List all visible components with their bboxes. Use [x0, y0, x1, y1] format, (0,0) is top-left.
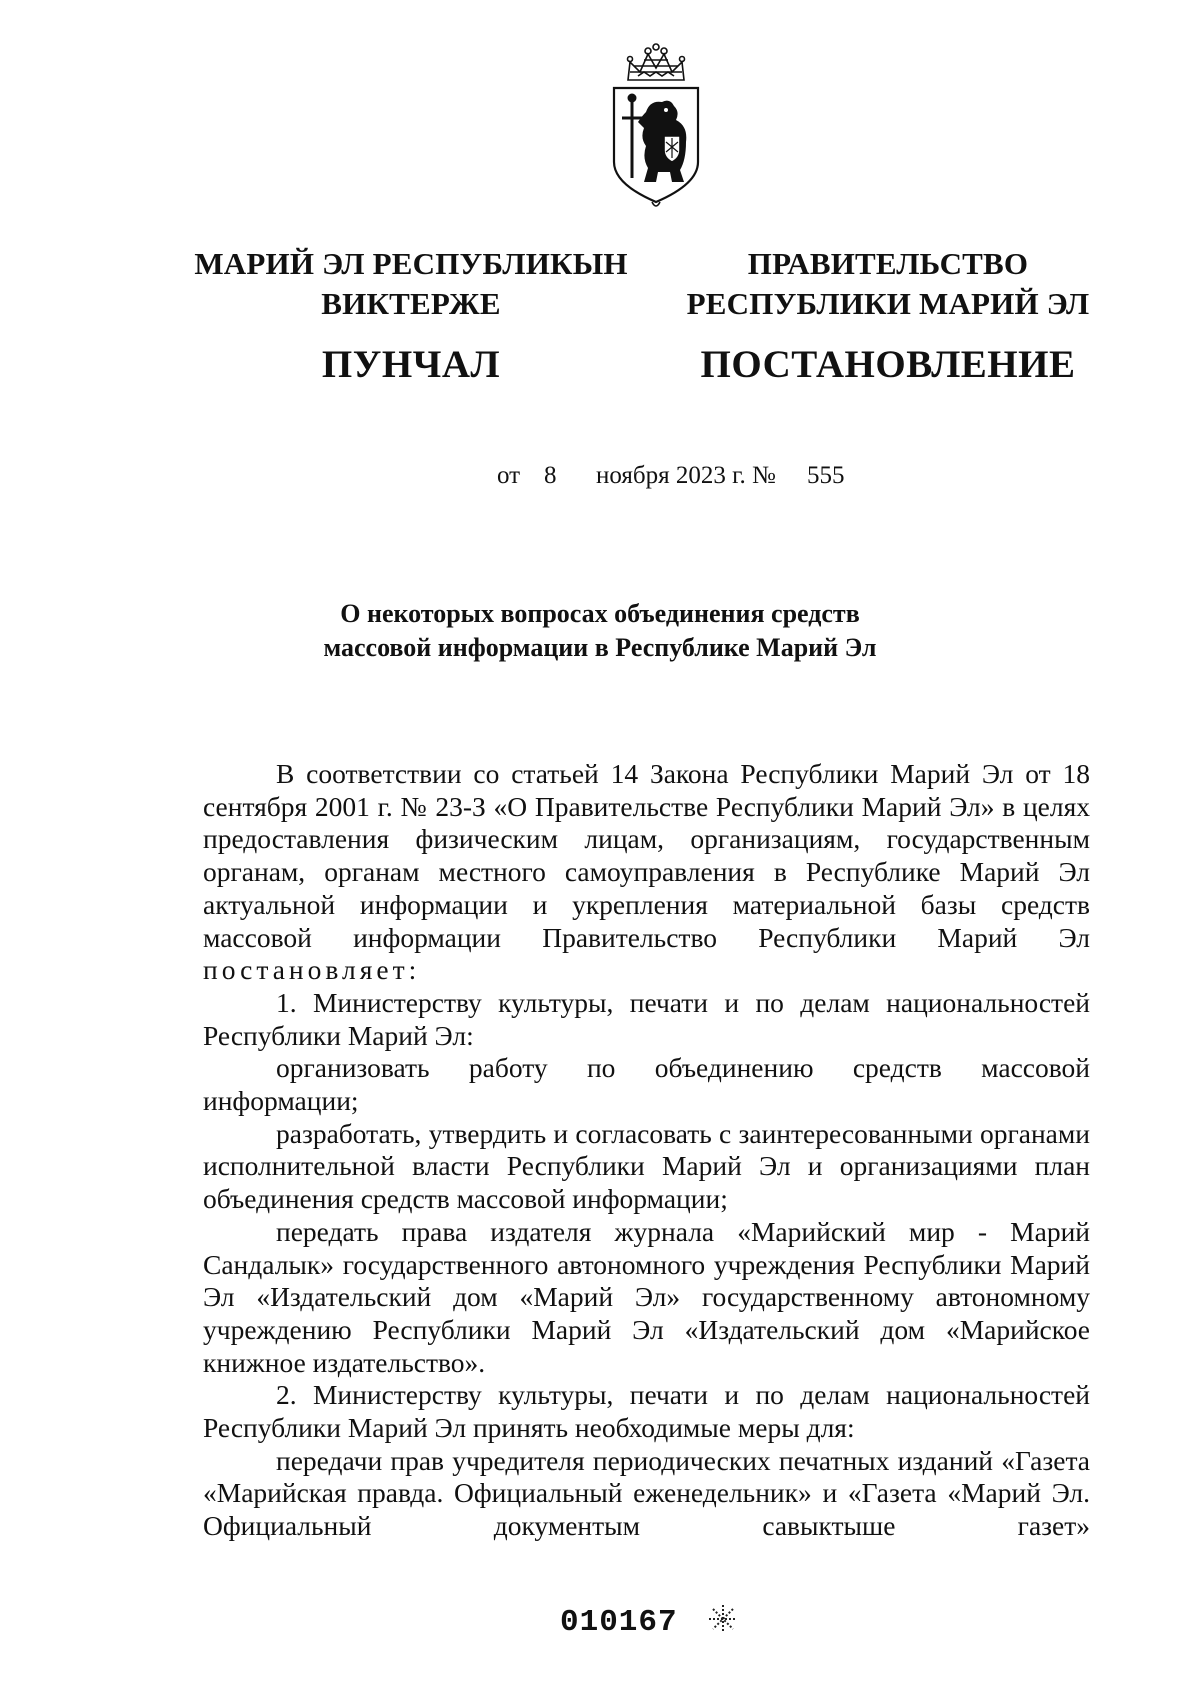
document-number: 555 — [807, 462, 845, 489]
title-line1: О некоторых вопросах объединения средств — [340, 599, 860, 628]
form-serial-number: 010167 — [560, 1605, 678, 1640]
date-prefix: от — [497, 462, 521, 489]
coat-of-arms-icon — [600, 42, 712, 217]
paragraph-transfer: передать права издателя журнала «Марийский мир - Марий Сандалык» государственного автономного учреждения Республики Марий Эл «Издательский дом «Марий Эл» государственному автономному учреждению Республики Марий Эл «Издательский дом «Марийское книжное издательство». — [203, 1215, 1090, 1378]
paragraph-item-1: 1. Министерству культуры, печати и по делам национальностей Республики Марий Эл: — [203, 986, 1090, 1051]
header-right — [648, 244, 1128, 390]
date-day: 8 — [544, 462, 557, 489]
asterisk-mark-icon — [706, 1602, 740, 1636]
paragraph-preamble — [203, 758, 1090, 987]
resolves-word: постановляет: — [203, 954, 421, 986]
header-left-line1: МАРИЙ ЭЛ РЕСПУБЛИКЫН — [194, 246, 628, 281]
header-right-title: ПОСТАНОВЛЕНИЕ — [700, 343, 1076, 386]
paragraph-item-2: 2. Министерству культуры, печати и по делам национальностей Республики Марий Эл принять необходимые меры для: — [203, 1379, 1090, 1444]
document-title — [200, 597, 1000, 665]
header-left-title: ПУНЧАЛ — [321, 343, 501, 386]
paragraph-preamble-text: В соответствии со статьей 14 Закона Республики Марий Эл от 18 сентября 2001 г. № 23-З «О Правительстве Республики Марий Эл» в целях предоставления физическим лицам, организациям, государственным органам, органам местного самоуправления в Республике Марий Эл актуальной информации и укрепления материальной базы средств массовой информации Правительство Республики Марий Эл — [203, 758, 1090, 953]
date-month-year: ноября 2023 г. № — [596, 462, 776, 489]
paragraph-organize: организовать работу по объединению средств массовой информации; — [203, 1052, 1090, 1117]
paragraph-develop: разработать, утвердить и согласовать с заинтересованными органами исполнительной власти Республики Марий Эл и организациями план объединения средств массовой информации; — [203, 1117, 1090, 1215]
header-right-line1: ПРАВИТЕЛЬСТВО — [747, 246, 1029, 281]
document-body — [203, 758, 1090, 1543]
header-left — [171, 244, 651, 390]
paragraph-founder-rights: передачи прав учредителя периодических печатных изданий «Газета «Марийская правда. Официальный еженедельник» и «Газета «Марий Эл. Официальный документым савыктыше газет» — [203, 1444, 1090, 1542]
header-right-line2: РЕСПУБЛИКИ МАРИЙ ЭЛ — [686, 286, 1090, 321]
header-left-line2: ВИКТЕРЖЕ — [321, 286, 501, 321]
title-line2: массовой информации в Республике Марий Эл — [323, 633, 877, 662]
